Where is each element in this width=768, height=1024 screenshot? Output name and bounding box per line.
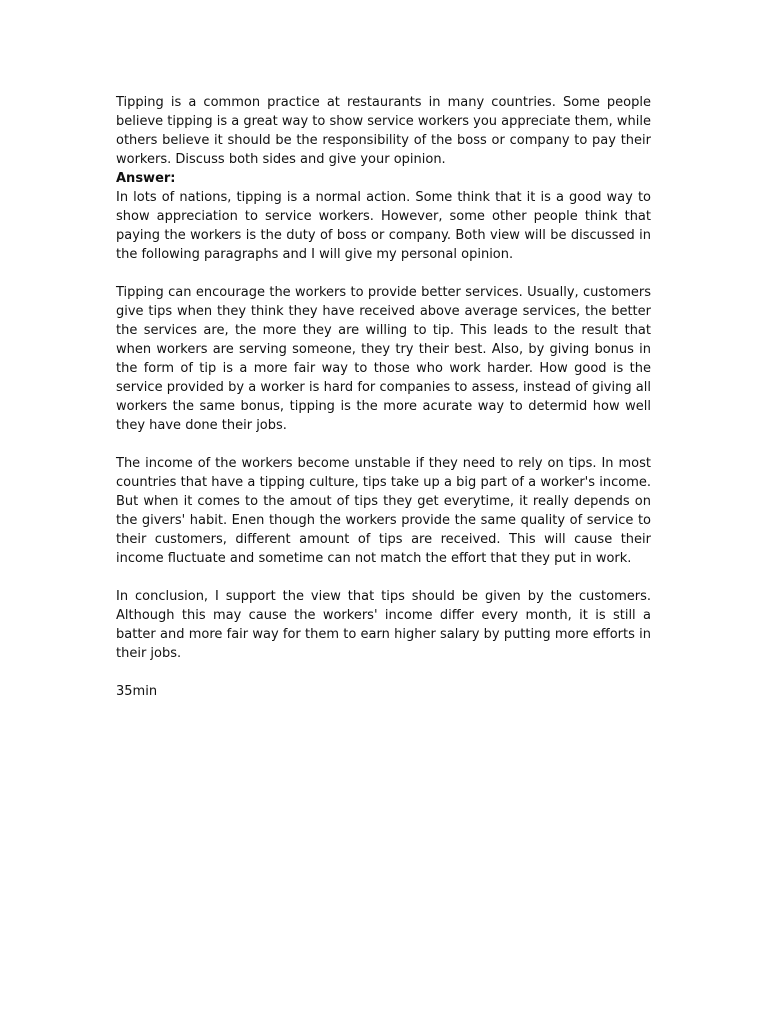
answer-paragraph-body-2: The income of the workers become unstable if they need to rely on tips. In most countries that have a tipping culture, tips take up a big part of a worker's income. But when it comes to the amout of tips they get everytime, it really depends on the givers' habit. Enen though the workers provide the same quality of service to their customers, different amount of tips are received. This will cause their income fluctuate and sometime can not match the effort that they put in work. <box>116 456 651 566</box>
paragraph-spacer <box>116 264 651 283</box>
question-text: Tipping is a common practice at restaurants in many countries. Some people believe tipping is a great way to show service workers you appreciate them, while others believe it should be the responsibility of the boss or company to pay their workers. Discuss both sides and give your opinion. <box>116 95 651 167</box>
paragraph-spacer <box>116 568 651 587</box>
answer-label: Answer: <box>116 171 176 186</box>
document-page <box>116 93 651 701</box>
paragraph-spacer <box>116 663 651 682</box>
paragraph-spacer <box>116 435 651 454</box>
answer-paragraph-intro: In lots of nations, tipping is a normal action. Some think that it is a good way to show appreciation to service workers. However, some other people think that paying the workers is the duty of boss or company. Both view will be discussed in the following paragraphs and I will give my personal opinion. <box>116 190 651 262</box>
answer-paragraph-body-1: Tipping can encourage the workers to provide better services. Usually, customers give tips when they think they have received above average services, the better the services are, the more they are willing to tip. This leads to the result that when workers are serving someone, they try their best. Also, by giving bonus in the form of tip is a more fair way to those who work harder. How good is the service provided by a worker is hard for companies to assess, instead of giving all workers the same bonus, tipping is the more acurate way to determid how well they have done their jobs. <box>116 285 651 433</box>
answer-paragraph-conclusion: In conclusion, I support the view that tips should be given by the customers. Although this may cause the workers' income differ every month, it is still a batter and more fair way for them to earn higher salary by putting more efforts in their jobs. <box>116 589 651 661</box>
time-note: 35min <box>116 684 158 699</box>
